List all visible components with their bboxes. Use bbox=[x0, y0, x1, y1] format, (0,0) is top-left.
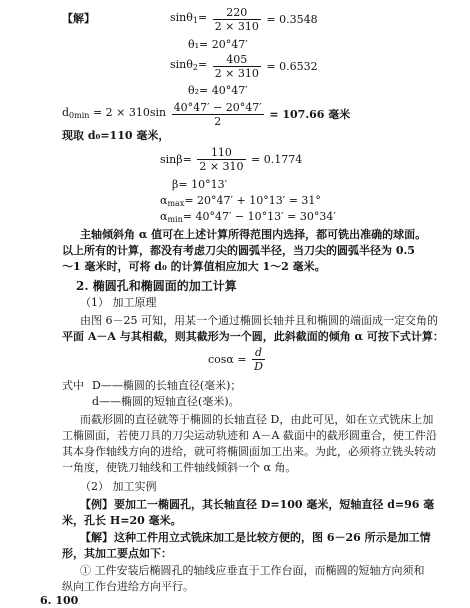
para2-line: 平面 A－A 与其相截，则其截形为一个圆，此斜截面的倾角 α 可按下式计算： bbox=[62, 330, 444, 343]
where-label: 式中 bbox=[62, 379, 84, 392]
page-number: 6. 100 bbox=[40, 594, 79, 607]
para3-line: 工椭圆面，若使刀具的刀尖运动轨迹和 A－A 截面中的截形圆重合，使工件沿 bbox=[62, 429, 437, 442]
example-line: 米，孔长 H=20 毫米。 bbox=[62, 514, 182, 527]
para1-line: 主轴倾斜角 α 值可在上述计算所得范围内选择，都可铣出准确的球面。 bbox=[80, 228, 427, 241]
subheading-example: （2） 加工实例 bbox=[80, 480, 157, 493]
step-line: 纵向工作台进给方向平行。 bbox=[62, 580, 194, 593]
equation-alpha-min: $\alpha_{min}= 40^\circ 47' - 10^\circ 13' = 30^\circ 34'$ bbox=[160, 210, 336, 224]
solution2-label: 【解】 bbox=[80, 531, 113, 544]
para3-line: 而截形圆的直径就等于椭圆的长轴直径 D，由此可见，如在立式铣床上加 bbox=[80, 413, 434, 426]
section-heading: 2. 椭圆孔和椭圆面的加工计算 bbox=[76, 279, 237, 293]
para3-line: 一角度，使铣刀轴线和工件轴线倾斜一个 α 角。 bbox=[62, 461, 297, 474]
solution2-line: 这种工件用立式铣床加工是比较方便的，图 6－26 所示是加工情 bbox=[114, 531, 431, 544]
step-line: ① 工件安装后椭圆孔的轴线应垂直于工作台面，而椭圆的短轴方向须和 bbox=[80, 564, 425, 577]
equation-sin-beta: sinβ= $\frac{110}{2 \times 310}$ = 0.1774 bbox=[160, 146, 303, 173]
para1-line: 以上所有的计算，都没有考虑刀尖的圆弧半径，当刀尖的圆弧半径为 0.5 bbox=[62, 244, 415, 257]
example-label: 【例】 bbox=[80, 498, 113, 511]
solution2-line: 形，其加工要点如下： bbox=[62, 547, 172, 560]
subheading-principle: （1） 加工原理 bbox=[80, 296, 157, 309]
para2-line: 由图 6－25 可知，用某一个通过椭圆长轴并且和椭圆的端面成一定交角的 bbox=[80, 314, 438, 327]
equation-d0min: $d_{0min} = 2 \times 310\sin$ $\frac{40^\circ 47' - 20^\circ 47'}{2}$ = 107.66 毫米 bbox=[62, 101, 351, 128]
take-d0-line: 现取 d₀=110 毫米， bbox=[62, 129, 170, 142]
solution-label: 【解】 bbox=[62, 12, 95, 25]
equation-alpha-max: $\alpha_{max}= 20^\circ 47' + 10^\circ 13' = 31^\circ$ bbox=[160, 194, 321, 208]
equation-beta: β= 10°13′ bbox=[172, 178, 228, 191]
equation-cos-alpha: cosα = $\frac{d}{D}$ bbox=[208, 346, 263, 373]
equation-theta1: θ₁= 20°47′ bbox=[188, 38, 248, 51]
para1-line: ～1 毫米时，可将 d₀ 的计算值相应加大 1～2 毫米。 bbox=[62, 260, 326, 273]
where-item: D——椭圆的长轴直径(毫米)； bbox=[92, 379, 242, 392]
equation-theta2: θ₂= 40°47′ bbox=[188, 84, 248, 97]
where-item: d——椭圆的短轴直径(毫米)。 bbox=[92, 395, 240, 408]
para3-line: 其本身作轴线方向的进给，就可将椭圆面加工出来。为此，必须将立铣头转动 bbox=[62, 445, 436, 458]
example-line: 要加工一椭圆孔，其长轴直径 D=100 毫米，短轴直径 d=96 毫 bbox=[114, 498, 435, 511]
equation-sin-theta2: sinθ$_2$= $\frac{405}{2 \times 310}$ = 0.6532 bbox=[170, 53, 318, 80]
equation-sin-theta1: sinθ$_1$= $\frac{220}{2 \times 310}$ = 0.3548 bbox=[170, 6, 318, 33]
